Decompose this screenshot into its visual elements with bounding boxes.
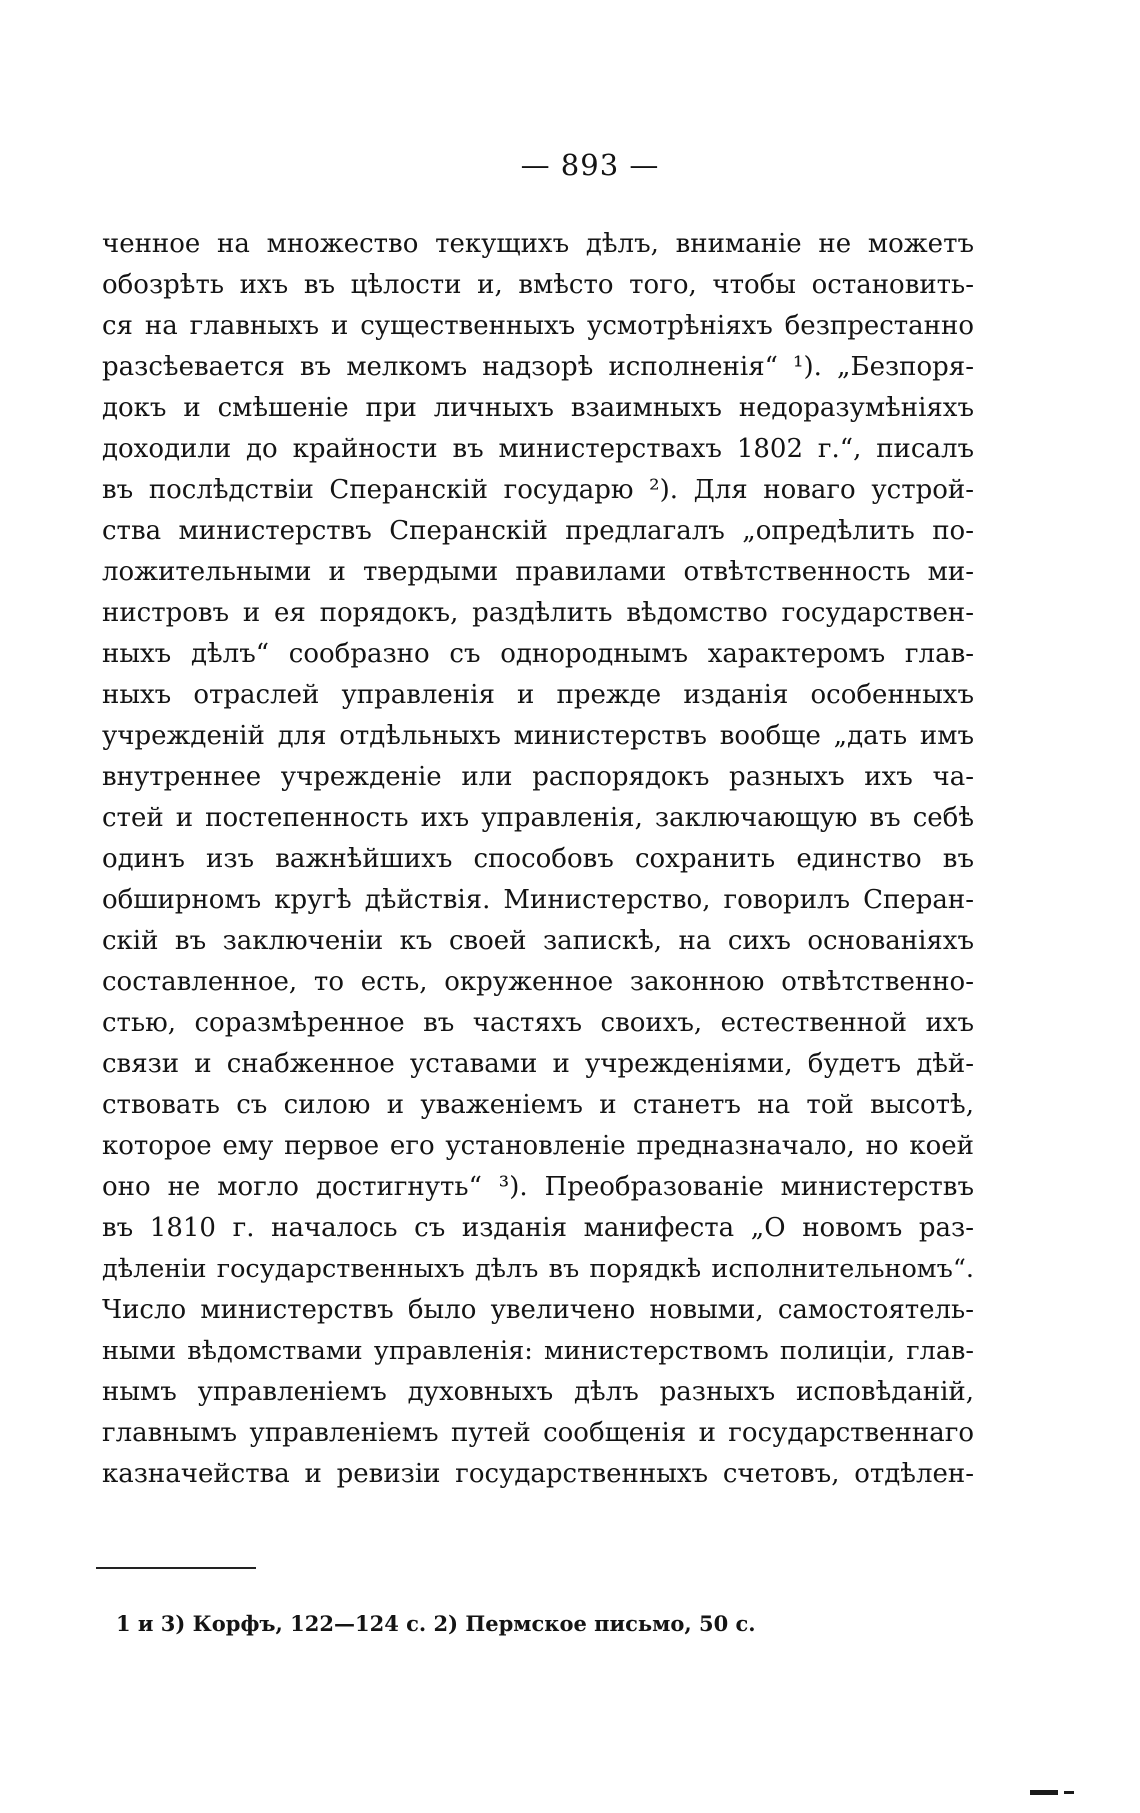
text-line: одинъ изъ важнѣйшихъ способовъ сохранить единство въ xyxy=(102,844,974,874)
text-line: обширномъ кругѣ дѣйствія. Министерство, говорилъ Сперан- xyxy=(102,885,974,915)
text-line: ными вѣдомствами управленія: министерствомъ полиціи, глав- xyxy=(102,1336,974,1366)
text-line: стей и постепенность ихъ управленія, заключающую въ себѣ xyxy=(102,803,974,833)
text-line: главнымъ управленіемъ путей сообщенія и государственнаго xyxy=(102,1418,974,1448)
page-number: — 893 — xyxy=(520,148,660,182)
footnote: 1 и 3) Корфъ, 122—124 с. 2) Пермское письмо, 50 с. xyxy=(116,1611,756,1636)
text-line: въ 1810 г. началось съ изданія манифеста „О новомъ раз- xyxy=(102,1213,974,1243)
text-line: ныхъ отраслей управленія и прежде изданія особенныхъ xyxy=(102,680,974,710)
text-line: въ послѣдствіи Сперанскій государю ²). Для новаго устрой- xyxy=(102,475,974,505)
text-line: составленное, то есть, окруженное законною отвѣтственно- xyxy=(102,967,974,997)
text-line: ся на главныхъ и существенныхъ усмотрѣніяхъ безпрестанно xyxy=(102,311,974,341)
text-line: нымъ управленіемъ духовныхъ дѣлъ разныхъ исповѣданій, xyxy=(102,1377,974,1407)
text-line: докъ и смѣшеніе при личныхъ взаимныхъ недоразумѣніяхъ xyxy=(102,393,974,423)
text-line: скій въ заключеніи къ своей запискѣ, на сихъ основаніяхъ xyxy=(102,926,974,956)
text-line: обозрѣть ихъ въ цѣлости и, вмѣсто того, чтобы остановить- xyxy=(102,270,974,300)
text-line: ствовать съ силою и уваженіемъ и станетъ на той высотѣ, xyxy=(102,1090,974,1120)
text-line: ныхъ дѣлъ“ сообразно съ однороднымъ характеромъ глав- xyxy=(102,639,974,669)
scan-mark-icon xyxy=(1028,1788,1078,1798)
text-line: оно не могло достигнуть“ ³). Преобразованіе министерствъ xyxy=(102,1172,974,1202)
text-line: дѣленіи государственныхъ дѣлъ въ порядкѣ исполнительномъ“. xyxy=(102,1254,974,1284)
text-line: разсѣевается въ мелкомъ надзорѣ исполненія“ ¹). „Безпоря- xyxy=(102,352,974,382)
footnote-rule xyxy=(96,1567,256,1569)
text-line: доходили до крайности въ министерствахъ 1802 г.“, писалъ xyxy=(102,434,974,464)
text-line: казначейства и ревизіи государственныхъ счетовъ, отдѣлен- xyxy=(102,1459,974,1489)
text-line: нистровъ и ея порядокъ, раздѣлить вѣдомство государствен- xyxy=(102,598,974,628)
text-line: ства министерствъ Сперанскій предлагалъ „опредѣлить по- xyxy=(102,516,974,546)
text-line: внутреннее учрежденіе или распорядокъ разныхъ ихъ ча- xyxy=(102,762,974,792)
text-line: стью, соразмѣренное въ частяхъ своихъ, естественной ихъ xyxy=(102,1008,974,1038)
text-line: учрежденій для отдѣльныхъ министерствъ вообще „дать имъ xyxy=(102,721,974,751)
text-line: которое ему первое его установленіе предназначало, но коей xyxy=(102,1131,974,1161)
text-line: Число министерствъ было увеличено новыми, самостоятель- xyxy=(102,1295,974,1325)
text-line: связи и снабженное уставами и учрежденіями, будетъ дѣй- xyxy=(102,1049,974,1079)
text-line: ложительными и твердыми правилами отвѣтственность ми- xyxy=(102,557,974,587)
body-text xyxy=(102,224,974,1495)
text-line: ченное на множество текущихъ дѣлъ, вниманіе не можетъ xyxy=(102,229,974,259)
